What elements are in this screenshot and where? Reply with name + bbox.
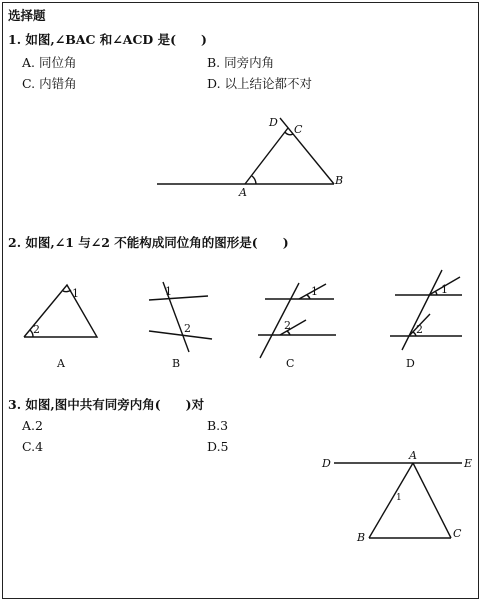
q1-stem: 1. 如图,∠BAC 和∠ACD 是( ) bbox=[8, 32, 207, 47]
q2-c-angle2: 2 bbox=[284, 319, 291, 332]
q1-label-a: A bbox=[239, 186, 247, 199]
q2-d-caption: D bbox=[406, 357, 415, 370]
q2-b-caption: B bbox=[172, 357, 181, 370]
q3-label-d: D bbox=[322, 457, 331, 470]
q1-option-b: B. 同旁内角 bbox=[207, 55, 275, 70]
q3-option-c: C.4 bbox=[22, 439, 44, 454]
q1-label-c: C bbox=[294, 123, 303, 136]
q1-option-d: D. 以上结论都不对 bbox=[207, 76, 313, 91]
q1-option-c: C. 内错角 bbox=[22, 76, 77, 91]
q2-d-angle2: 2 bbox=[416, 323, 423, 336]
q3-label-a: A bbox=[409, 449, 417, 462]
q3-label-e: E bbox=[464, 457, 473, 470]
section-title: 选择题 bbox=[8, 8, 46, 23]
q3-label-c: C bbox=[453, 527, 462, 540]
q2-stem: 2. 如图,∠1 与∠2 不能构成同位角的图形是( ) bbox=[8, 235, 289, 250]
q3-option-a: A.2 bbox=[22, 418, 43, 433]
q2-b-angle1: 1 bbox=[165, 285, 172, 298]
q1-option-a: A. 同位角 bbox=[22, 55, 77, 70]
q2-c-angle1: 1 bbox=[311, 285, 318, 298]
q3-option-b: B.3 bbox=[207, 418, 229, 433]
q3-option-d: D.5 bbox=[207, 439, 229, 454]
q2-a-caption: A bbox=[57, 357, 65, 370]
q3-label-b: B bbox=[357, 531, 366, 544]
q2-a-angle2: 2 bbox=[33, 323, 40, 336]
q3-line-ab bbox=[369, 463, 413, 538]
q3-angle1: 1 bbox=[396, 493, 402, 503]
q1-label-d: D bbox=[269, 116, 278, 129]
q2-a-angle1: 1 bbox=[72, 287, 79, 300]
q3-stem: 3. 如图,图中共有同旁内角( )对 bbox=[8, 397, 205, 412]
q1-label-b: B bbox=[335, 174, 344, 187]
q2-c-caption: C bbox=[286, 357, 295, 370]
q2-d-angle1: 1 bbox=[441, 283, 448, 296]
q2-b-angle2: 2 bbox=[184, 322, 191, 335]
q3-line-ac bbox=[413, 463, 451, 538]
